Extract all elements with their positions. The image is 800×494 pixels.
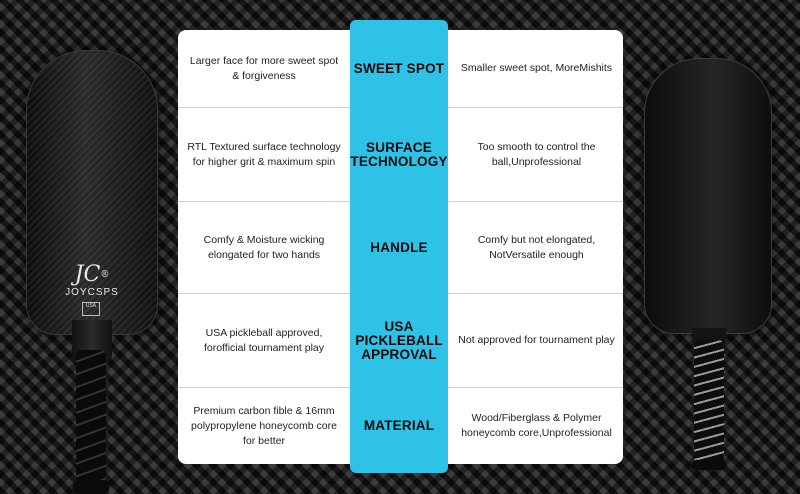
row-left-text: Premium carbon fible & 16mm polypropylene honeycomb core for better [191, 404, 337, 447]
right-paddle-handle [694, 340, 724, 465]
row-left-text: Comfy & Moisture wicking elongated for two hands [203, 233, 325, 261]
feature-label: HANDLE [370, 240, 428, 255]
left-paddle-handle [76, 350, 106, 485]
brand-logo [62, 264, 122, 298]
row-right-text: Too smooth to control the ball,Unprofessional [477, 140, 596, 168]
row-left-text: RTL Textured surface technology for higher grit & maximum spin [187, 140, 341, 168]
right-paddle-cap [692, 460, 726, 470]
brand-mark [62, 264, 122, 286]
row-left-text: Larger face for more sweet spot & forgiveness [189, 54, 339, 82]
right-paddle-face [644, 58, 772, 334]
row-right-text: Comfy but not elongated, NotVersatile enough [477, 233, 596, 261]
feature-label: MATERIAL [363, 418, 435, 433]
row-right-text: Smaller sweet spot, MoreMishits [460, 62, 613, 74]
registered-mark: ® [100, 270, 110, 280]
usa-approval-badge: USA [82, 302, 100, 316]
feature-label: SURFACE TECHNOLOGY [350, 140, 448, 169]
row-right-text: Not approved for tournament play [458, 334, 615, 346]
feature-label: SWEET SPOT [353, 61, 445, 76]
brand-name: JOYCSPS [65, 287, 119, 298]
brand-mark-text: JC [74, 262, 101, 287]
feature-label: USA PICKLEBALL APPROVAL [355, 319, 443, 362]
row-right-text: Wood/Fiberglass & Polymer honeycomb core,Unprofessional [461, 412, 612, 439]
row-left-text: USA pickleball approved, forofficial tournament play [203, 326, 325, 354]
left-paddle-cap [73, 480, 109, 494]
